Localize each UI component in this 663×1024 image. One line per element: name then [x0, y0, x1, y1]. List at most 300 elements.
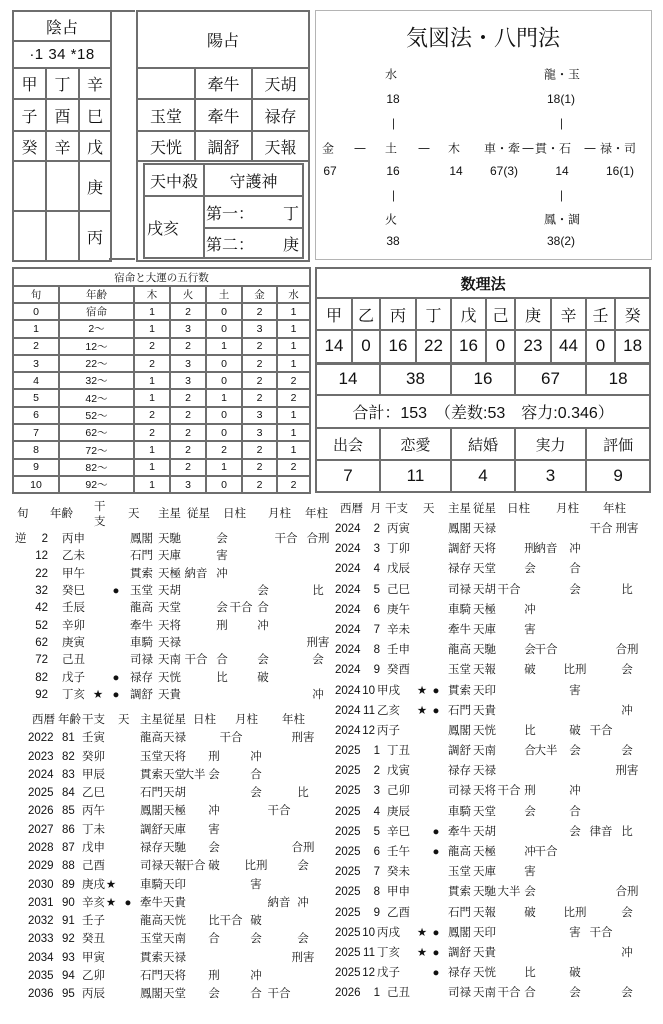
year-value: 2025 [335, 805, 361, 818]
age-value: 92 [62, 933, 75, 946]
dot-mark-icon: ● [432, 825, 440, 838]
kanshi-value: 己卯 [387, 785, 410, 798]
table-row [13, 389, 310, 406]
kanshi-value: 甲辰 [82, 768, 105, 781]
month-value: 9 [373, 906, 380, 919]
main-star: 鳳閣 [448, 926, 471, 939]
insen-cell [46, 211, 79, 261]
month-pillar-relation: 合 [569, 563, 581, 576]
age-value: 62 [35, 637, 48, 650]
list-row [0, 923, 663, 943]
insen-cell [13, 161, 46, 211]
month-value: 4 [373, 805, 380, 818]
shugoshin-second [204, 228, 303, 258]
main-star: 車騎 [130, 637, 153, 650]
table-cell: 3 [170, 320, 206, 337]
table-cell: 2 [277, 372, 310, 389]
year-pillar-relation: 会 [621, 664, 633, 677]
table-cell: 3 [242, 424, 277, 441]
kanshi-value: 戊子 [377, 967, 400, 980]
month-pillar-relation-2: 律音 [589, 825, 613, 838]
table-cell: 52〜 [59, 407, 134, 424]
table-cell: 1 [277, 424, 310, 441]
month-pillar-relation: 会 [569, 583, 581, 596]
sub-star: 天堂 [473, 805, 496, 818]
main-star: 貫索 [140, 768, 163, 781]
stem-label: 丙 [380, 298, 416, 330]
kanshi-value: 丁丑 [387, 745, 410, 758]
year-value: 2029 [28, 860, 54, 873]
sub-star: 天禄 [163, 732, 186, 745]
month-pillar-relation: 会 [250, 787, 262, 800]
table-cell: 32〜 [59, 372, 134, 389]
table-cell: 9 [13, 459, 59, 476]
stem-value: 16 [380, 330, 416, 363]
day-pillar-relation: 比 [208, 915, 220, 928]
month-pillar-relation: 害 [569, 684, 581, 697]
year-value: 2030 [28, 878, 54, 891]
sub-star: 天恍 [163, 915, 186, 928]
table-cell: 2 [242, 441, 277, 458]
table-cell: 2 [242, 355, 277, 372]
list-row [0, 640, 663, 660]
insen-cell: 庚 [79, 161, 111, 211]
main-star: 調舒 [448, 745, 471, 758]
table-row [316, 428, 650, 460]
table-cell: 0 [206, 303, 242, 320]
month-pillar-relation: 破 [569, 967, 581, 980]
kanshi-value: 戊子 [62, 671, 85, 684]
extra-relation: 干合 [497, 785, 521, 798]
list-row [0, 701, 663, 721]
month-pillar-relation: 冲 [250, 969, 262, 982]
gogyo-right-label: 木 [447, 141, 461, 156]
year-value: 2022 [28, 732, 54, 745]
table-cell: 1 [134, 303, 170, 320]
table-cell: 1 [277, 338, 310, 355]
insen-cell: 癸 [13, 131, 46, 161]
age-value: 81 [62, 732, 75, 745]
table-cell: 0 [206, 407, 242, 424]
sub-star: 天報 [473, 906, 496, 919]
main-star: 車騎 [140, 878, 163, 891]
month-pillar-relation-2: 納音 [267, 896, 291, 909]
table-cell: 2 [277, 476, 310, 493]
main-star: 調舒 [448, 946, 471, 959]
month-pillar-relation-2: 干合 [267, 805, 291, 818]
yousen-cell: 牽牛 [195, 68, 252, 99]
connector-line [561, 191, 562, 202]
month-value: 8 [373, 644, 380, 657]
table-cell: 2 [134, 407, 170, 424]
day-pillar-relation-2: 干合 [229, 602, 253, 615]
column-header: 火 [170, 286, 206, 303]
dot-mark-icon: ● [432, 846, 440, 858]
age-value: 22 [35, 567, 48, 580]
year-pillar-relation: 刑害 [615, 523, 639, 535]
age-value: 89 [62, 878, 75, 891]
day-pillar-relation: 会 [208, 988, 220, 1001]
table-cell: 2 [170, 424, 206, 441]
main-star: 鳳閣 [140, 805, 163, 818]
list-row [0, 519, 663, 539]
list-header [0, 500, 663, 519]
category-label: 結婚 [451, 428, 515, 460]
insen-cell: 子 [13, 99, 46, 131]
table-cell: 2 [13, 338, 59, 355]
yousen-cell: 玉堂 [137, 99, 195, 131]
month-value: 9 [373, 664, 380, 677]
month-value: 1 [373, 987, 380, 1000]
table-row [316, 330, 650, 363]
month-pillar-relation-2: 干合 [589, 926, 613, 939]
kanshi-value: 癸未 [387, 866, 410, 879]
day-pillar-relation-2: 大半 [534, 745, 558, 758]
month-pillar-relation: 会 [257, 585, 269, 598]
stem-value: 0 [486, 330, 515, 363]
table-cell: 0 [206, 424, 242, 441]
column-header: 年柱 [282, 714, 305, 726]
year-value: 2025 [335, 967, 361, 980]
sub-star: 天印 [163, 878, 186, 891]
sub-star: 天堂 [473, 563, 496, 576]
sub-star: 天南 [163, 933, 186, 946]
table-title-row [13, 268, 310, 286]
yousen-title: 陽占 [137, 11, 309, 68]
sub-star: 天極 [473, 603, 496, 616]
age-value: 32 [35, 585, 48, 598]
kanshi-value: 辛亥 [82, 896, 105, 909]
year-pillar-relation: 比 [621, 825, 633, 838]
kanshi-value: 丙申 [62, 533, 85, 545]
day-pillar-relation-2: 納音 [534, 543, 558, 556]
shugoshin-label: 守護神 [204, 164, 303, 196]
extra-relation: 干合 [497, 987, 521, 1000]
insen-cell: 酉 [46, 99, 79, 131]
main-star: 石門 [130, 550, 153, 563]
year-pillar-relation: 合刑 [306, 533, 330, 545]
year-value: 2024 [335, 644, 361, 657]
dot-mark-icon: ● [112, 671, 120, 684]
table-cell: 2 [242, 459, 277, 476]
main-star: 龍高 [448, 846, 471, 858]
suuri-table [315, 267, 651, 493]
age-value: 90 [62, 896, 75, 909]
sub-star: 天極 [473, 846, 496, 858]
sub-star: 天報 [473, 664, 496, 677]
category-value: 11 [380, 460, 451, 492]
stem-label: 庚 [515, 298, 551, 330]
month-value: 4 [373, 563, 380, 576]
kanshi-value: 辛卯 [62, 619, 85, 632]
age-value: 72 [35, 654, 48, 667]
year-value: 2025 [335, 926, 361, 939]
table-cell: 3 [13, 355, 59, 372]
year-pillar-relation: 会 [621, 906, 633, 919]
year-value: 2032 [28, 915, 54, 928]
column-header: 月柱 [268, 508, 291, 520]
insen-cell [46, 161, 79, 211]
sub-star: 天貴 [163, 896, 186, 909]
year-value: 2036 [28, 988, 54, 1001]
month-pillar-relation: 害 [250, 878, 262, 891]
main-star: 鳳閣 [448, 724, 471, 737]
month-value: 11 [363, 704, 375, 717]
table-cell: 2 [242, 303, 277, 320]
table-cell: 6 [13, 407, 59, 424]
main-star: 禄存 [140, 841, 163, 854]
age-value: 92 [35, 689, 48, 702]
hachimon-top-label: 龍・玉 [543, 67, 581, 82]
day-pillar-relation: 害 [524, 866, 536, 879]
day-pillar-relation: 害 [524, 623, 536, 636]
month-pillar-relation: 冲 [257, 619, 269, 632]
kanshi-value: 壬午 [387, 846, 410, 858]
star-mark-icon: ★ [416, 946, 428, 959]
day-pillar-relation-2: 干合 [219, 732, 243, 745]
insen-cell: 丙 [79, 211, 111, 261]
direction-label: 逆 [15, 533, 27, 545]
gogyo-left-label: 金 [321, 141, 335, 156]
table-cell: 1 [134, 459, 170, 476]
table-row [316, 268, 650, 298]
sub-star: 天馳 [473, 886, 496, 899]
year-value: 2025 [335, 765, 361, 778]
list-row [0, 721, 663, 741]
age-value: 12 [35, 550, 48, 563]
main-star: 調舒 [448, 543, 471, 556]
shukumei-gogyo-table [12, 267, 311, 494]
kanshi-value: 壬子 [82, 915, 105, 928]
dot-mark-icon: ● [124, 896, 132, 909]
table-row [13, 372, 310, 389]
month-pillar-relation: 会 [257, 654, 269, 667]
kanshi-value: 辛未 [387, 623, 410, 636]
extra-relation: 干合 [184, 654, 208, 667]
age-value: 83 [62, 768, 75, 781]
table-row [13, 476, 310, 493]
kizu-hachimon-panel [315, 10, 652, 260]
month-value: 2 [373, 765, 380, 778]
sub-star: 天庫 [163, 823, 186, 836]
main-star: 玉堂 [448, 866, 471, 879]
main-star: 玉堂 [140, 933, 163, 946]
table-cell: 2 [134, 338, 170, 355]
day-pillar-relation: 冲 [208, 805, 220, 818]
list-row [0, 761, 663, 781]
yousen-cell: 天胡 [252, 68, 309, 99]
table-cell: 7 [13, 424, 59, 441]
table-cell: 2 [277, 389, 310, 406]
year-value: 2025 [335, 946, 361, 959]
sub-star: 天堂 [163, 768, 186, 781]
stem-value: 16 [451, 330, 486, 363]
kanshi-value: 丁未 [82, 823, 105, 836]
gogyo-right-value: 14 [449, 164, 463, 178]
column-header: 干支 [82, 714, 105, 726]
table-row [13, 338, 310, 355]
kanshi-value: 己巳 [387, 583, 410, 596]
day-pillar-relation: 会 [524, 563, 536, 576]
sub-star: 天堂 [158, 602, 181, 615]
main-star: 牽牛 [448, 825, 471, 838]
sub-star: 天将 [163, 750, 186, 763]
kanshi-value: 丙戌 [377, 926, 400, 939]
year-pillar-relation: 冲 [621, 704, 633, 717]
year-pillar-relation: 刑害 [615, 765, 639, 778]
column-header: 旬 [13, 286, 59, 303]
kanshi-value: 庚戌 [82, 878, 105, 891]
main-star: 玉堂 [448, 664, 471, 677]
main-star: 貫索 [448, 886, 471, 899]
column-header: 日柱 [193, 714, 216, 726]
table-cell: 1 [277, 320, 310, 337]
main-star: 龍高 [140, 915, 163, 928]
column-header: 従星 [187, 508, 210, 520]
kanshi-value: 壬申 [387, 644, 410, 657]
kanshi-value: 丁亥 [62, 689, 85, 702]
extra-relation: 納音 [184, 567, 208, 580]
year-pillar-relation: 刑害 [291, 951, 315, 964]
main-star: 石門 [448, 704, 471, 717]
month-pillar-relation: 冲 [250, 750, 262, 763]
stem-value: 23 [515, 330, 551, 363]
column-header: 土 [206, 286, 242, 303]
table-cell: 82〜 [59, 459, 134, 476]
day-pillar-relation: 会 [216, 602, 228, 615]
table-cell: 1 [206, 459, 242, 476]
kanshi-value: 乙亥 [377, 704, 400, 717]
day-pillar-relation: 会 [216, 533, 228, 545]
column-header: 月柱 [235, 714, 258, 726]
sub-star: 天将 [163, 969, 186, 982]
year-pillar-relation: 会 [297, 860, 309, 873]
insen-cell: 辛 [46, 131, 79, 161]
day-pillar-relation: 合 [524, 745, 536, 758]
yousen-cell: 調舒 [195, 131, 252, 161]
gogyo-center-value: 16 [386, 164, 400, 178]
gogyo-left-value: 67 [323, 164, 337, 178]
sub-star: 天禄 [473, 523, 496, 535]
main-star: 司禄 [448, 583, 471, 596]
table-cell: 3 [242, 320, 277, 337]
insen-cell: 甲 [13, 68, 46, 99]
kanshi-value: 己酉 [82, 860, 105, 873]
element-value: 67 [515, 363, 586, 395]
main-star: 司禄 [140, 860, 163, 873]
kanshi-value: 辛巳 [387, 825, 410, 838]
table-row [13, 459, 310, 476]
year-pillar-relation: 比 [297, 787, 309, 800]
age-value: 82 [35, 671, 48, 684]
sub-star: 天南 [473, 745, 496, 758]
table-cell: 62〜 [59, 424, 134, 441]
kanshi-value: 丁亥 [377, 946, 400, 959]
column-header: 天 [118, 714, 130, 726]
table-row [13, 355, 310, 372]
table-cell: 10 [13, 476, 59, 493]
year-value: 2025 [335, 846, 361, 858]
stem-label: 乙 [352, 298, 380, 330]
day-pillar-relation: 破 [524, 906, 536, 919]
category-value: 4 [451, 460, 515, 492]
month-pillar-relation: 会 [250, 933, 262, 946]
column-header: 年齢 [59, 286, 134, 303]
list-row [0, 781, 663, 801]
column-header: 従星 [473, 503, 496, 515]
day-pillar-relation: 破 [524, 664, 536, 677]
table-cell: 72〜 [59, 441, 134, 458]
kanshi-value: 丙子 [377, 724, 400, 737]
main-star: 禄存 [130, 671, 153, 684]
table-cell: 2〜 [59, 320, 134, 337]
stem-value: 0 [586, 330, 615, 363]
month-value: 7 [373, 866, 380, 879]
hachimon-center-label: 貫・石 [534, 141, 572, 156]
age-value: 87 [62, 841, 75, 854]
day-pillar-relation: 比 [216, 671, 228, 684]
column-header: 年柱 [603, 503, 626, 515]
table-cell: 12〜 [59, 338, 134, 355]
insen-title: 陰占 [13, 11, 111, 41]
year-value: 2026 [28, 805, 54, 818]
list-row [0, 963, 663, 983]
connector-line [523, 148, 534, 149]
day-pillar-relation: 合 [208, 933, 220, 946]
main-star: 司禄 [448, 785, 471, 798]
tenchusatsu-label: 天中殺 [144, 164, 204, 196]
year-pillar-relation: 刑害 [291, 732, 315, 745]
year-pillar-relation: 冲 [621, 946, 633, 959]
main-star: 車騎 [448, 603, 471, 616]
star-mark-icon: ★ [105, 896, 117, 909]
category-label: 恋愛 [380, 428, 451, 460]
sub-star: 天貴 [473, 704, 496, 717]
dot-mark-icon: ● [112, 585, 120, 598]
sub-star: 天恍 [473, 724, 496, 737]
hachimon-right-value: 16(1) [605, 164, 635, 178]
gogyo-bottom-value: 38 [386, 234, 400, 248]
month-value: 12 [362, 967, 375, 980]
sub-star: 天南 [473, 987, 496, 1000]
list-row [0, 600, 663, 620]
stem-value: 14 [316, 330, 352, 363]
day-pillar-relation: 合 [216, 654, 228, 667]
table-cell: 2 [170, 441, 206, 458]
year-value: 2024 [335, 603, 361, 616]
month-pillar-relation: 比刑 [563, 906, 587, 919]
yousen-cell: 禄存 [252, 99, 309, 131]
year-pillar-relation: 比 [621, 583, 633, 596]
table-cell: 1 [277, 407, 310, 424]
main-star: 玉堂 [130, 585, 153, 598]
table-row [316, 460, 650, 492]
year-value: 2024 [335, 664, 361, 677]
table-cell: 宿命 [59, 303, 134, 320]
kanshi-value: 癸酉 [387, 664, 410, 677]
day-pillar-relation: 刑 [208, 750, 220, 763]
kanshi-value: 丙寅 [387, 523, 410, 535]
day-pillar-relation: 害 [208, 823, 220, 836]
sub-star: 天馳 [158, 533, 181, 545]
year-value: 2025 [335, 785, 361, 798]
year-value: 2024 [335, 623, 361, 636]
dot-mark-icon: ● [432, 946, 440, 959]
connector-line [393, 191, 394, 202]
column-header: 日柱 [223, 508, 246, 520]
tenchusatsu-value: 戌亥 [144, 196, 204, 258]
day-pillar-relation: 冲 [524, 846, 536, 858]
